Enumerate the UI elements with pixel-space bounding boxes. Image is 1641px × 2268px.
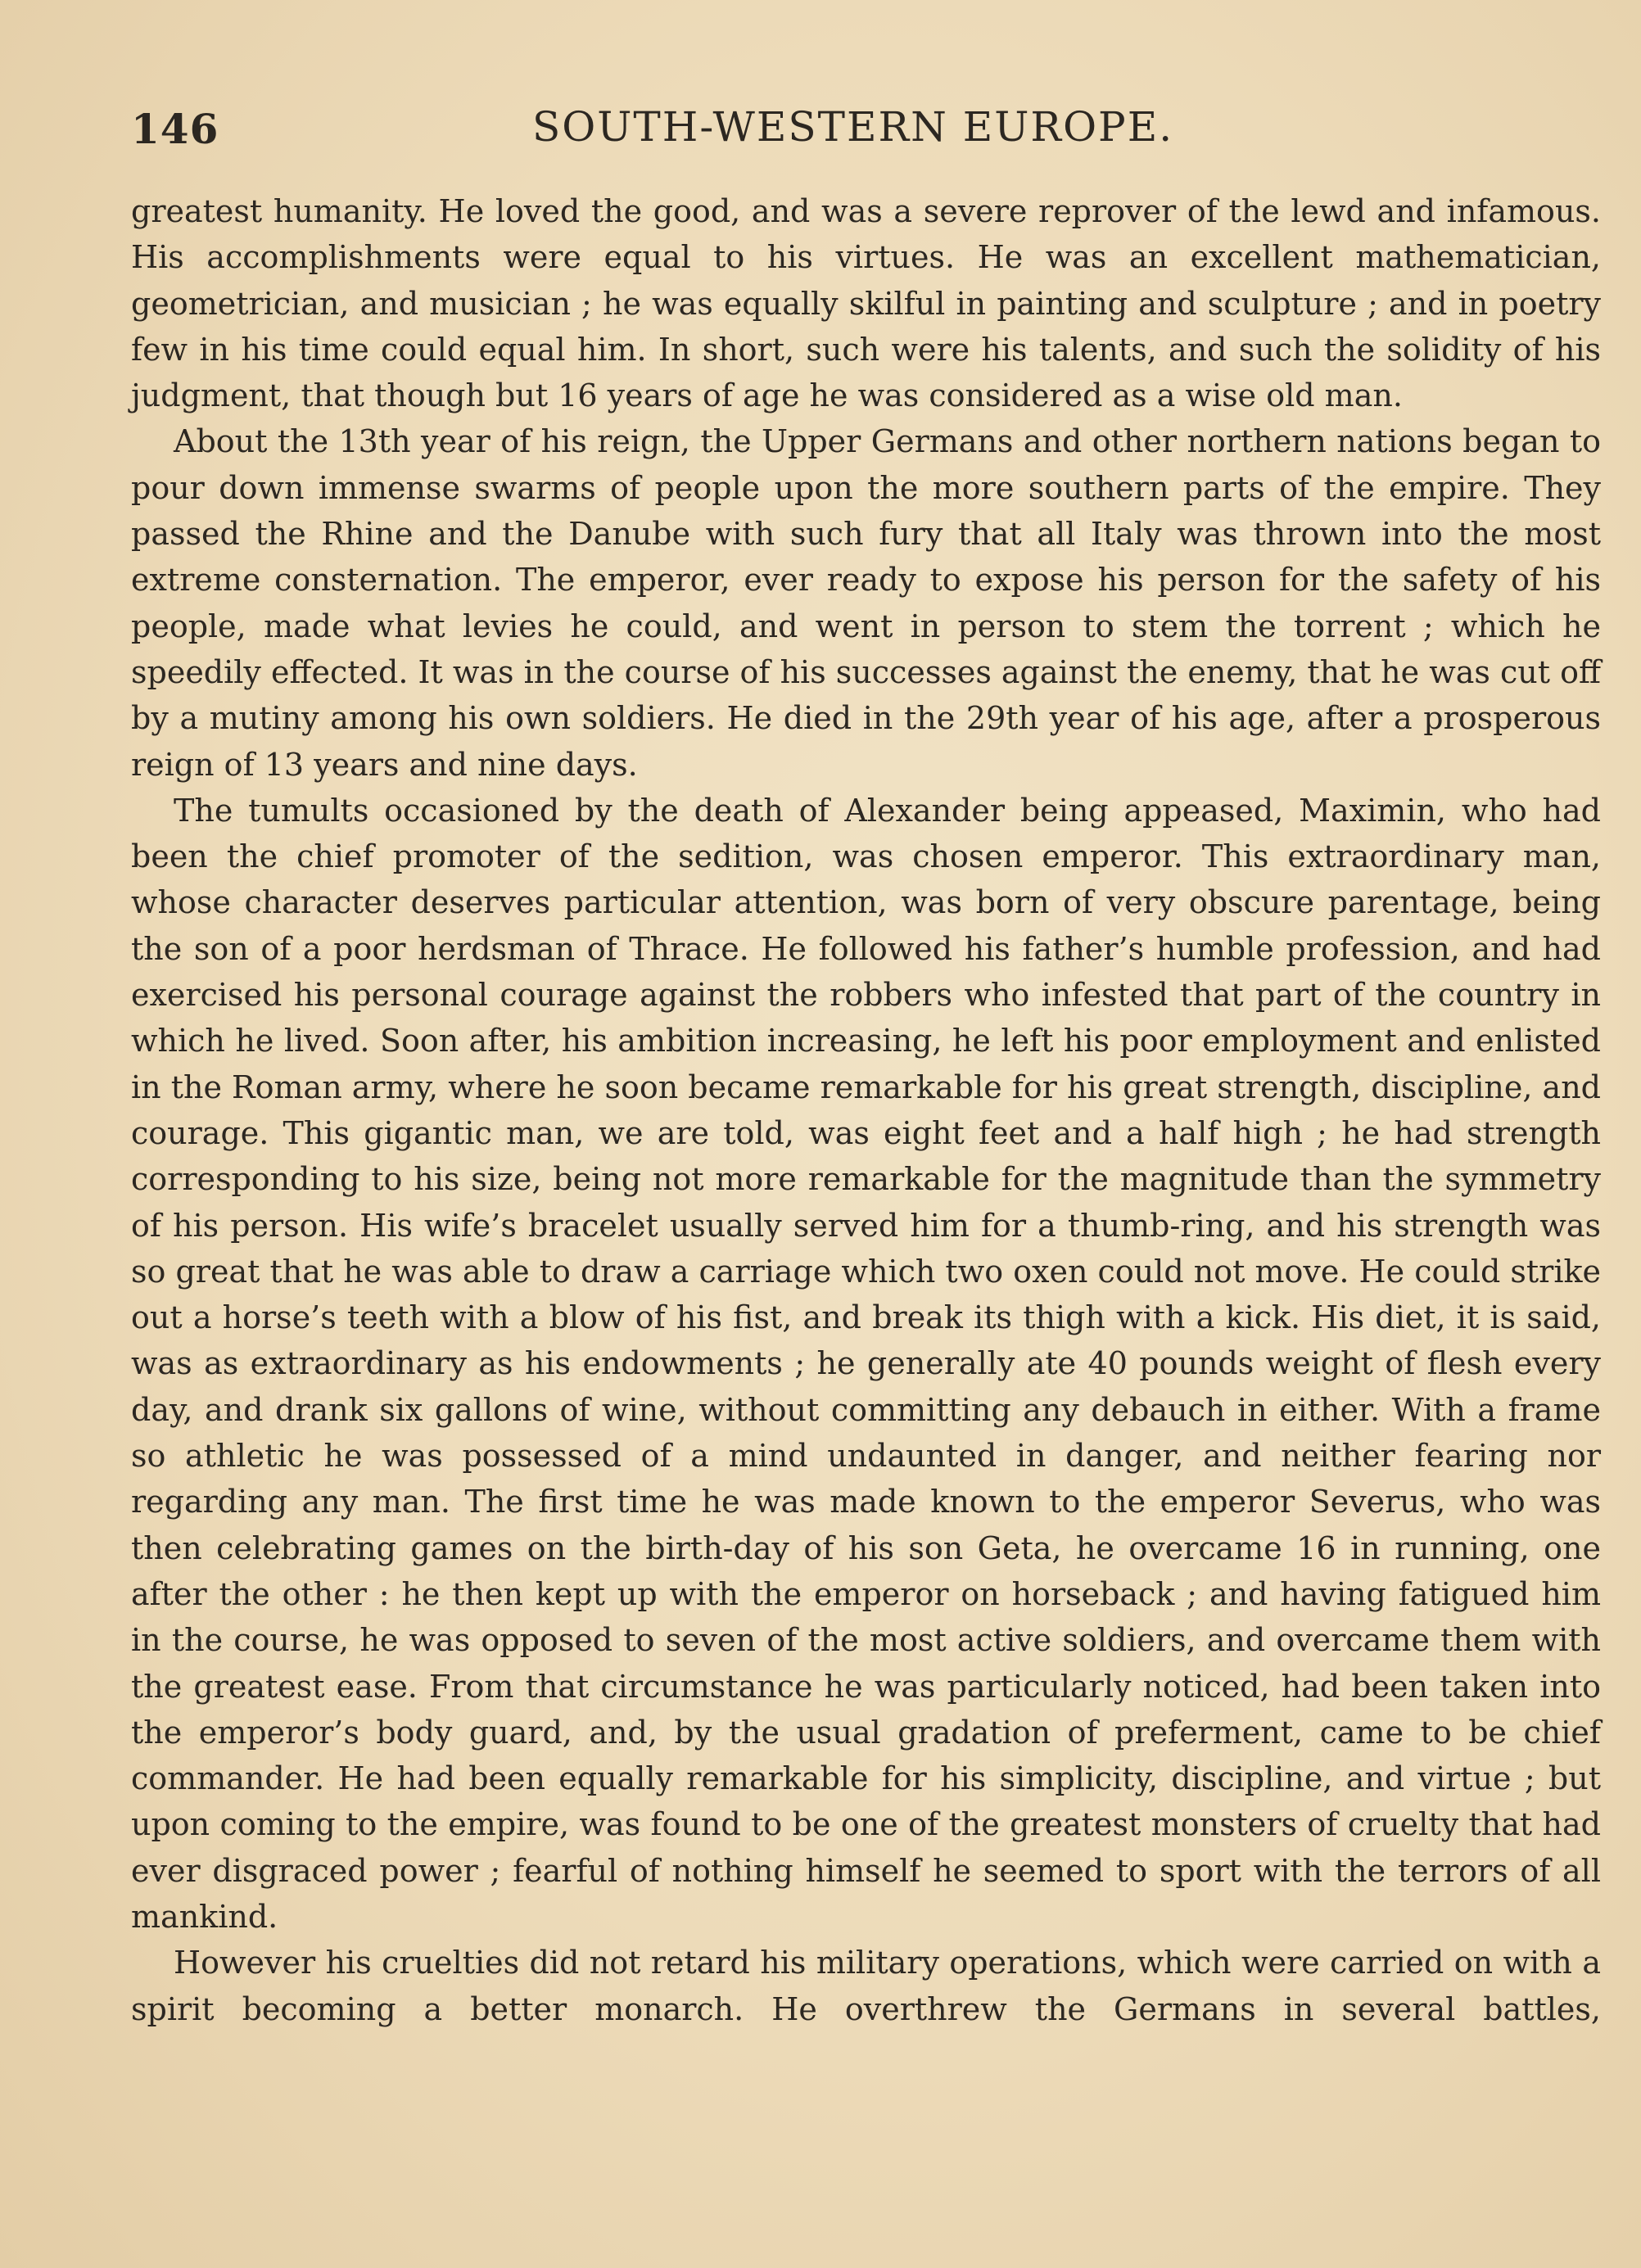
page-number: 146	[131, 105, 219, 153]
paragraph-2: About the 13th year of his reign, the Upper Germans and other northern nations began to pour down immense swarms of people upon the more southern parts of the empire. They passed the Rhine and the Danube with such fury that all Italy was thrown into the most extreme consternation. The emperor, ever ready to expose his person for the safety of his people, made what levies he could, and went in person to stem the torrent ; which he speedily effected. It was in the course of his successes against the enemy, that he was cut off by a mutiny among his own soldiers. He died in the 29th year of his age, after a prosperous reign of 13 years and nine days.	[131, 423, 1601, 783]
paragraph-3: The tumults occasioned by the death of Alexander being appeased, Maximin, who had been the chief promoter of the sedition, was chosen emperor. This extraordinary man, whose character deserves particular attention, was born of very obscure parentage, being the son of a poor herdsman of Thrace. He followed his father’s humble profession, and had exercised his personal courage against the robbers who infested that part of the country in which he lived. Soon after, his ambition increasing, he left his poor employment and enlisted in the Roman army, where he soon became remarkable for his great strength, discipline, and courage. This gigantic man, we are told, was eight feet and a half high ; he had strength corresponding to his size, being not more remarkable for the magnitude than the symmetry of his person. His wife’s bracelet usually served him for a thumb-ring, and his strength was so great that he was able to draw a carriage which two oxen could not move. He could strike out a horse’s teeth with a blow of his fist, and break its thigh with a kick. His diet, it is said, was as extraordinary as his endowments ; he generally ate 40 pounds weight of flesh every day, and drank six gallons of wine, without committing any debauch in either. With a frame so athletic he was possessed of a mind undaunted in danger, and neither fearing nor regarding any man. The first time he was made known to the emperor Severus, who was then celebrating games on the birth-day of his son Geta, he overcame 16 in running, one after the other : he then kept up with the emperor on horseback ; and having fatigued him in the course, he was opposed to seven of the most active soldiers, and overcame them with the greatest ease. From that circumstance he was particularly noticed, had been taken into the emperor’s body guard, and, by the usual gradation of preferment, came to be chief commander. He had been equally remarkable for his simplicity, discipline, and virtue ; but upon coming to the empire, was found to be one of the greatest monsters of cruelty that had ever disgraced power ; fearful of nothing himself he seemed to sport with the terrors of all mankind.	[131, 792, 1601, 1935]
running-title: SOUTH-WESTERN EUROPE.	[532, 103, 1174, 151]
paragraph-4: However his cruelties did not retard his military operations, which were carried on with a spirit becoming a better monarch. He overthrew the Germans in several battles,	[131, 1945, 1601, 2027]
body-text	[131, 188, 1601, 2032]
paragraph-1: greatest humanity. He loved the good, and was a severe reprover of the lewd and infamous. His accomplishments were equal to his virtues. He was an excellent mathematician, geometrician, and musician ; he was equally skilful in painting and sculpture ; and in poetry few in his time could equal him. In short, such were his talents, and such the solidity of his judgment, that though but 16 years of age he was considered as a wise old man.	[131, 193, 1601, 414]
